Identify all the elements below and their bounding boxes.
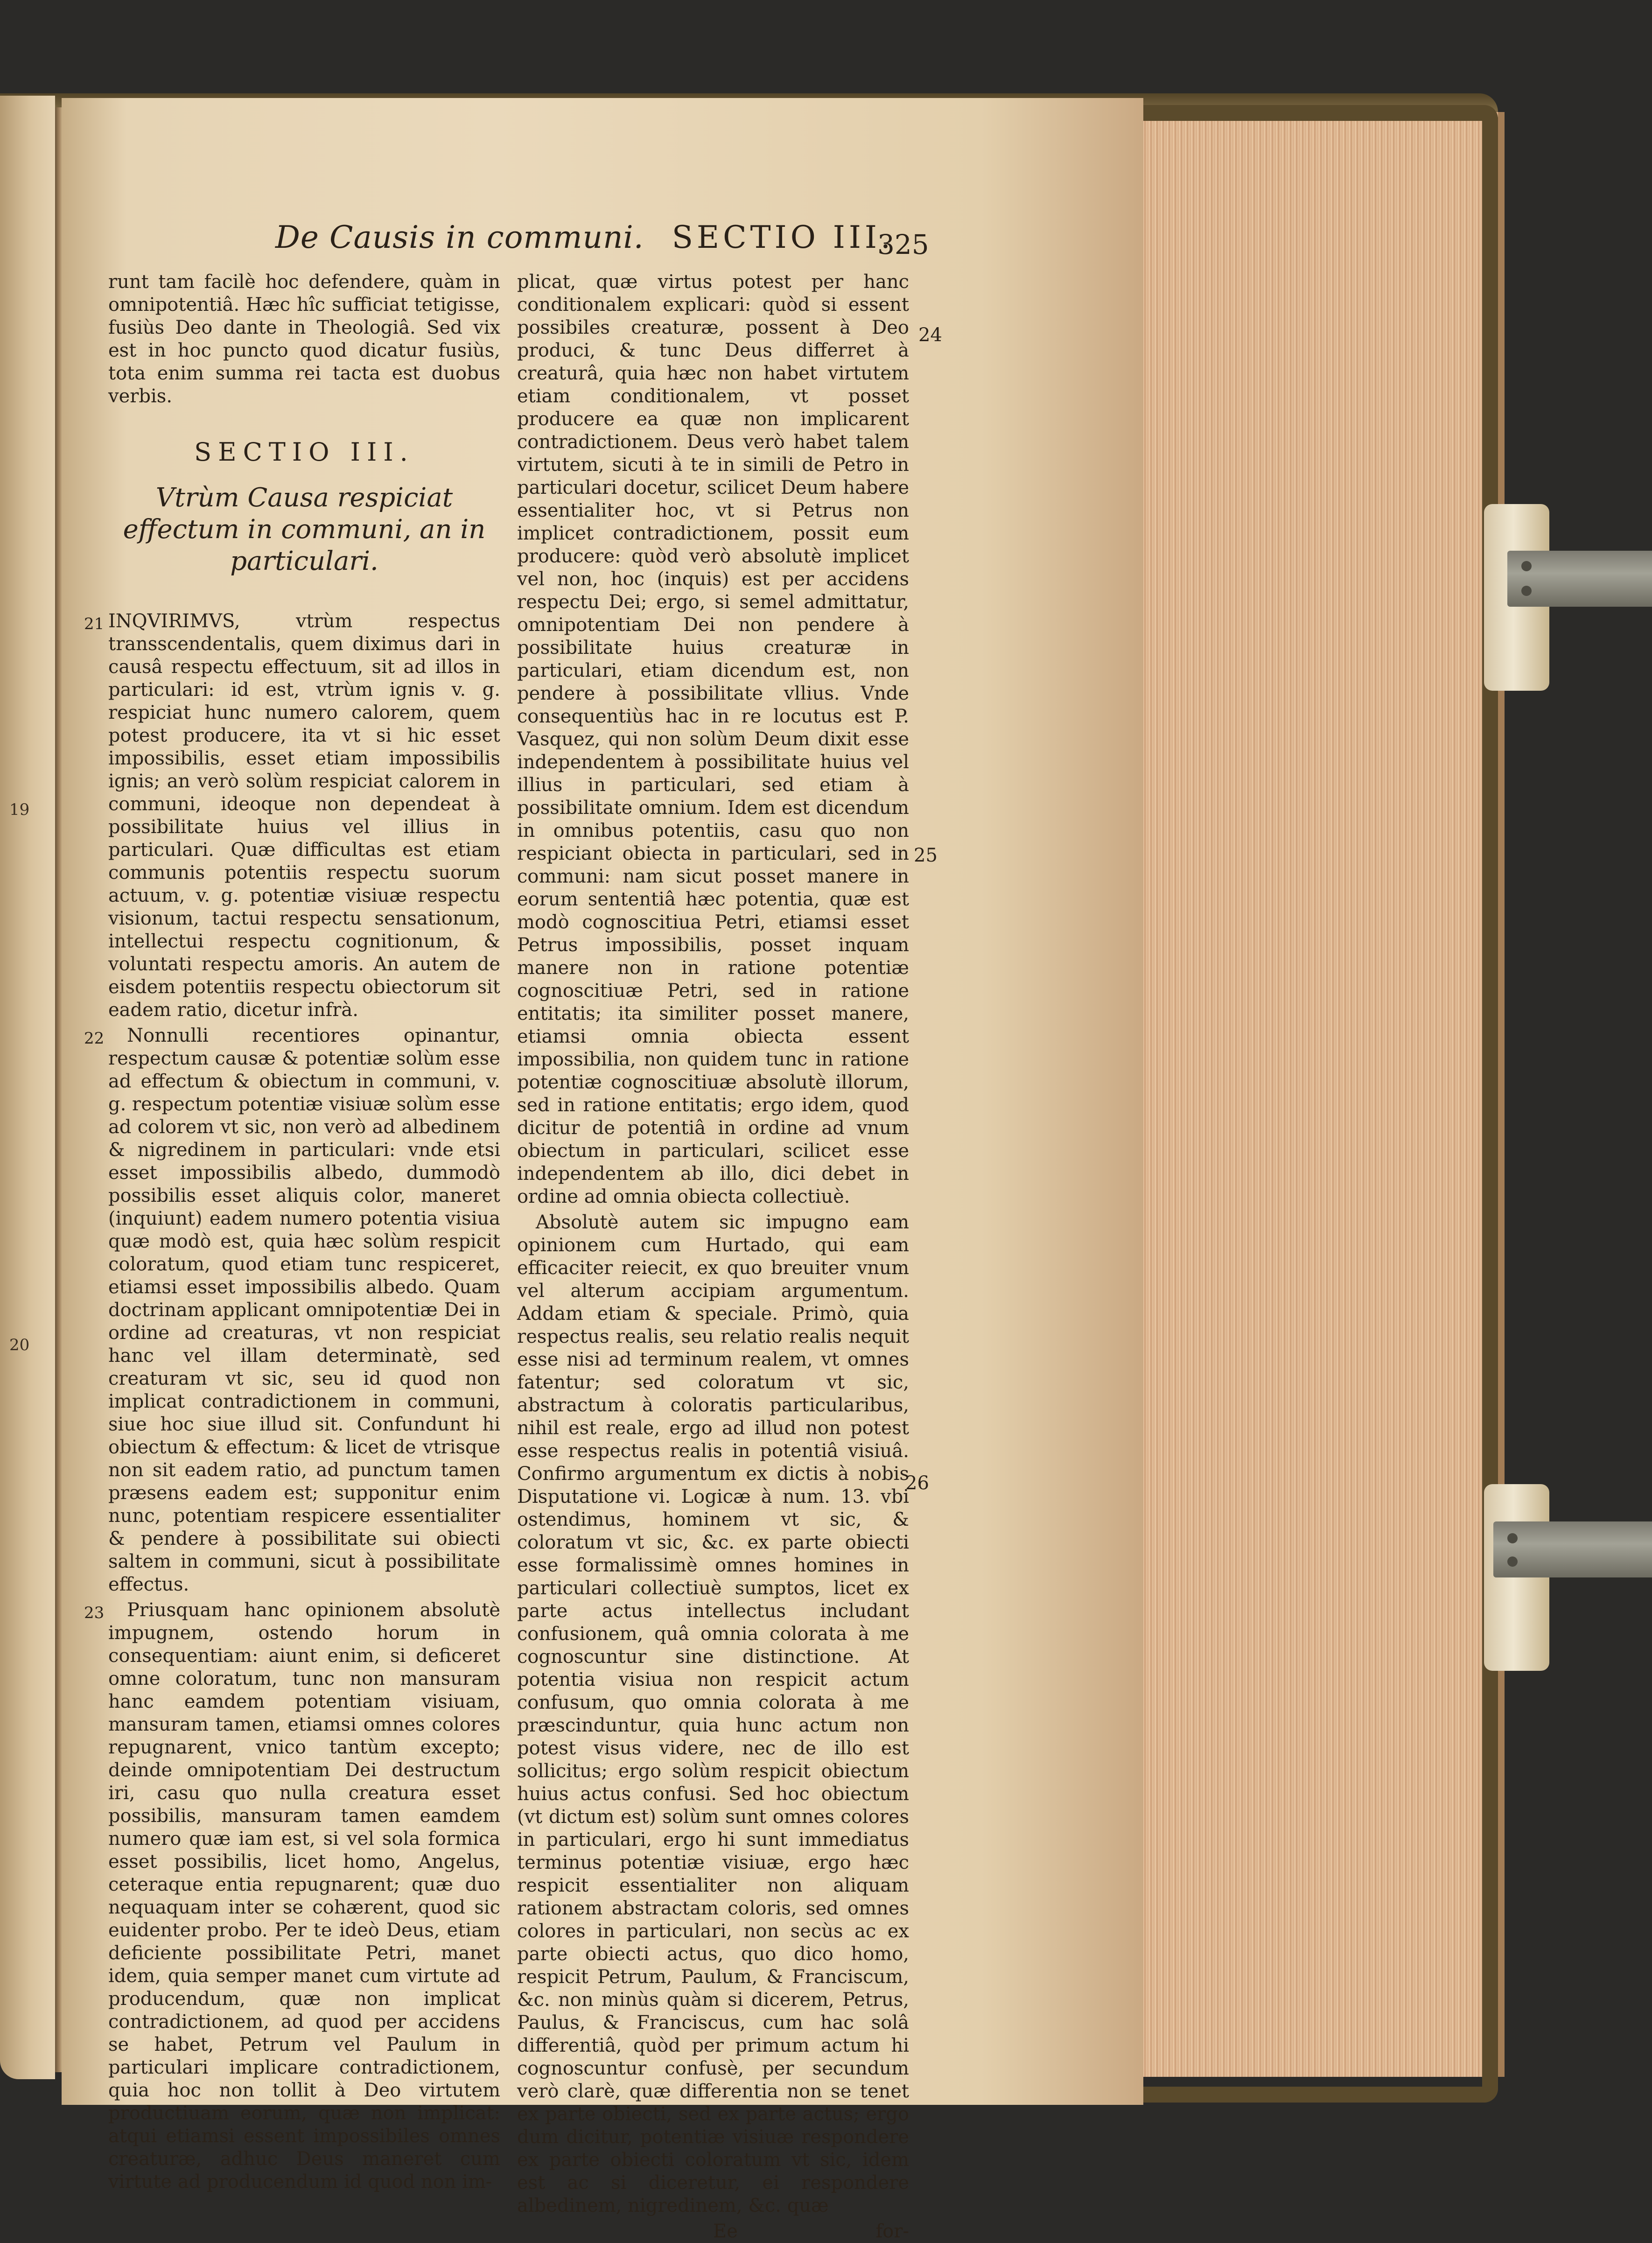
signature-mark: Ee (713, 2221, 738, 2242)
left-margin-number: 20 (9, 1336, 30, 1354)
left-text-column (84, 271, 500, 2194)
numbered-paragraph (84, 610, 500, 1022)
paragraph-text: Nonnulli recentiores opinantur, respectum causæ & potentiæ solùm esse ad effectum & obiectum in communi, v. g. respectum potentiæ visiuæ solùm esse ad colorem vt sic, non verò ad albedinem & nigredinem in particulari: vnde etsi esset impossibilis albedo, dummodò possibilis esset aliquis color, maneret (inquiunt) eadem numero potentia visiua quæ modò est, quia hæc solùm respicit coloratum, quod etiam tunc respiceret, etiamsi esset impossibilis albedo. Quam doctrinam applicant omnipotentiæ Dei in ordine ad creaturas, vt non respiciat hanc vel illam determinatè, sed creaturam vt sic, seu id quod non implicat contradictionem in communi, siue hoc siue illud sit. Confundunt hi obiectum & effectum: & licet de vtrisque non sit eadem ratio, ad punctum tamen præsens eadem est; supponitur enim nunc, potentiam respicere essentialiter & pendere à possibilitate sui obiecti saltem in communi, sicut à possibilitate effectus. (108, 1025, 500, 1595)
left-margin-number: 19 (9, 800, 30, 819)
paragraph-number: 22 (84, 1029, 105, 1048)
numbered-paragraph (84, 1599, 500, 2194)
paragraph-text: plicat, quæ virtus potest per hanc conditionalem explicari: quòd si essent possibiles creaturæ, possent à Deo produci, & tunc Deus differret à creaturâ, quia hæc non habet virtutem etiam conditionalem, vt posset producere ea quæ non implicarent contradictionem. Deus verò habet talem virtutem, sicuti à te in simili de Petro in particulari docetur, scilicet Deum habere essentialiter hoc, vt si Petrus non implicet contradictionem, possit eum producere: quòd verò absolutè implicet vel non, hoc (inquis) est per accidens respectu Dei; ergo, si semel admittatur, omnipotentiam Dei non pendere à possibilitate huius creaturæ in particulari, etiam dicendum est, non pendere à possibilitate vllius. Vnde consequentiùs hac in re locutus est P. Vasquez, qui non solùm Deum dixit esse independentem à possibilitate huius vel illius in particulari, sed etiam à possibilitate omnium. Idem est dicendum in omnibus potentiis, casu quo non respiciant obiecta in particulari, sed in communi: nam sicut posset manere in eorum sententiâ hæc potentia, quæ est modò cognoscitiua Petri, etiamsi esset Petrus impossibilis, posset inquam manere non in ratione potentiæ cognoscitiuæ Petri, sed in ratione entitatis; ita similiter posset manere, etiamsi omnia obiecta essent impossibilia, non quidem tunc in ratione potentiæ cognoscitiuæ absolutè illorum, sed in ratione entitatis; ergo idem, quod dicitur de potentiâ in ordine ad vnum obiectum in particulari, scilicet esse independentem ab illo, dici debet in ordine ad omnia obiecta collectiuè. (517, 271, 909, 1207)
fore-edge-pages (1139, 112, 1505, 2077)
clasp-rivet (1521, 586, 1532, 596)
paragraph-number: 21 (84, 615, 105, 633)
page-number: 325 (877, 229, 929, 260)
paragraph-number: 23 (84, 1604, 105, 1622)
clasp-rivet (1507, 1556, 1518, 1567)
running-head-title: De Causis in communi. (275, 219, 644, 255)
outer-margin-number: 25 (914, 845, 938, 866)
running-head-section: SECTIO III. (672, 219, 894, 255)
running-head (275, 219, 894, 255)
section-title: SECTIO III. (194, 437, 414, 467)
right-text-column (517, 271, 909, 2243)
left-page-fragment (0, 96, 55, 2079)
numbered-paragraph (84, 1024, 500, 1596)
paragraph-text: Priusquam hanc opinionem absolutè impugnem, ostendo horum in consequentiam: aiunt enim, si deficeret omne coloratum, tunc non mansuram hanc eamdem potentiam visiuam, mansuram tamen, etiamsi omnes colores repugnarent, vnico tantùm excepto; deinde omnipotentiam Dei destructum iri, casu quo nulla creatura esset possibilis, mansuram tamen eamdem numero quæ iam est, si vel sola formica esset possibilis, licet homo, Angelus, ceteraque entia repugnarent; quæ duo nequaquam inter se cohærent, quod sic euidenter probo. Per te ideò Deus, etiam deficiente possibilitate Petri, manet idem, quia semper manet cum virtute ad producendum, quæ non implicat contradictionem, ad quod per accidens se habet, Petrum vel Paulum in particulari implicare contradictionem, quia hoc non tollit à Deo virtutem productiuam eorum, quæ non implicat: atqui etiamsi essent impossibiles omnes creaturæ, adhuc Deus maneret cum virtute ad producendum id quod non im- (108, 1599, 500, 2193)
outer-margin-number: 24 (918, 324, 942, 346)
clasp-rivet (1521, 561, 1532, 571)
clasp-rivet (1507, 1533, 1518, 1543)
paragraph-text: Absolutè autem sic impugno eam opinionem cum Hurtado, qui eam efficaciter reiecit, ex quo breuiter vnum vel alterum accipiam argumentum. Addam etiam & speciale. Primò, quia respectus realis, seu relatio realis nequit esse nisi ad terminum realem, vt omnes fatentur; sed coloratum vt sic, abstractum à coloratis particularibus, nihil est reale, ergo ad illud non potest esse respectus realis in potentiâ visiuâ. Confirmo argumentum ex dictis à nobis Disputatione vi. Logicæ à num. 13. vbi ostendimus, hominem vt sic, & coloratum vt sic, &c. ex parte obiecti esse formalissimè omnes homines in particulari collectiuè sumptos, licet ex parte actus intellectus includant confusionem, quâ omnia colorata à me cognoscuntur sine distinctione. At potentia visiua non respicit actum confusum, quo omnia colorata à me præscinduntur, quia hunc actum non potest visus videre, nec de illo est sollicitus; ergo solùm respicit obiectum huius actus confusi. Sed hoc obiectum (vt dictum est) solùm sunt omnes colores in particulari, ergo hi sunt immediatus terminus potentiæ visiuæ, ergo hæc respicit essentialiter non aliquam rationem abstractam coloris, sed omnes colores in particulari, non secùs ac ex parte obiecti actus, quo dico homo, respicit Petrum, Paulum, & Franciscum, &c. non minùs quàm si dicerem, Petrus, Paulus, & Franciscus, cum hac solâ differentiâ, quòd per primum actum hi cognoscuntur confusè, per secundum verò clarè, quæ differentia non se tenet ex parte obiecti, sed ex parte actus; ergo dum dicitur, potentiæ visiuæ respondere ex parte obiecti coloratum vt sic, idem est ac si diceretur, ei respondere albedinem, nigredinem, &c. quæ (517, 1212, 909, 2216)
intro-paragraph: runt tam facilè hoc defendere, quàm in omnipotentiâ. Hæc hîc sufficiat tetigisse, fusiùs Deo dante in Theologiâ. Sed vix est in hoc puncto quod dicatur fusiùs, tota enim summa rei tacta est duobus verbis. (108, 271, 500, 407)
catchword: for- (875, 2221, 909, 2242)
lower-clasp-metal (1493, 1521, 1652, 1577)
page-footer-line (517, 2220, 909, 2243)
upper-clasp-metal (1507, 551, 1652, 607)
outer-margin-number: 26 (905, 1472, 929, 1494)
lower-clasp (1484, 1484, 1549, 1671)
paragraph-text: INQVIRIMVS, vtrùm respectus transscendentalis, quem diximus dari in causâ respectu effectuum, sit ad illos in particulari: id est, vtrùm ignis v. g. respiciat hunc numero calorem, quem potest producere, ita vt si hic esset impossibilis, esset etiam impossibilis ignis; an verò solùm respiciat calorem in communi, ideoque non dependeat à possibilitate huius vel illius in particulari. Quæ difficultas est etiam communis potentiis respectu suorum actuum, v. g. potentiæ visiuæ respectu visionum, tactui respectu sensationum, intellectui respectu cognitionum, & voluntati respectu amoris. An autem de eisdem potentiis respectu obiectorum sit eadem ratio, dicetur infrà. (108, 610, 500, 1021)
section-subtitle: Vtrùm Causa respiciat effectum in communi, an in particulari. (123, 483, 486, 576)
